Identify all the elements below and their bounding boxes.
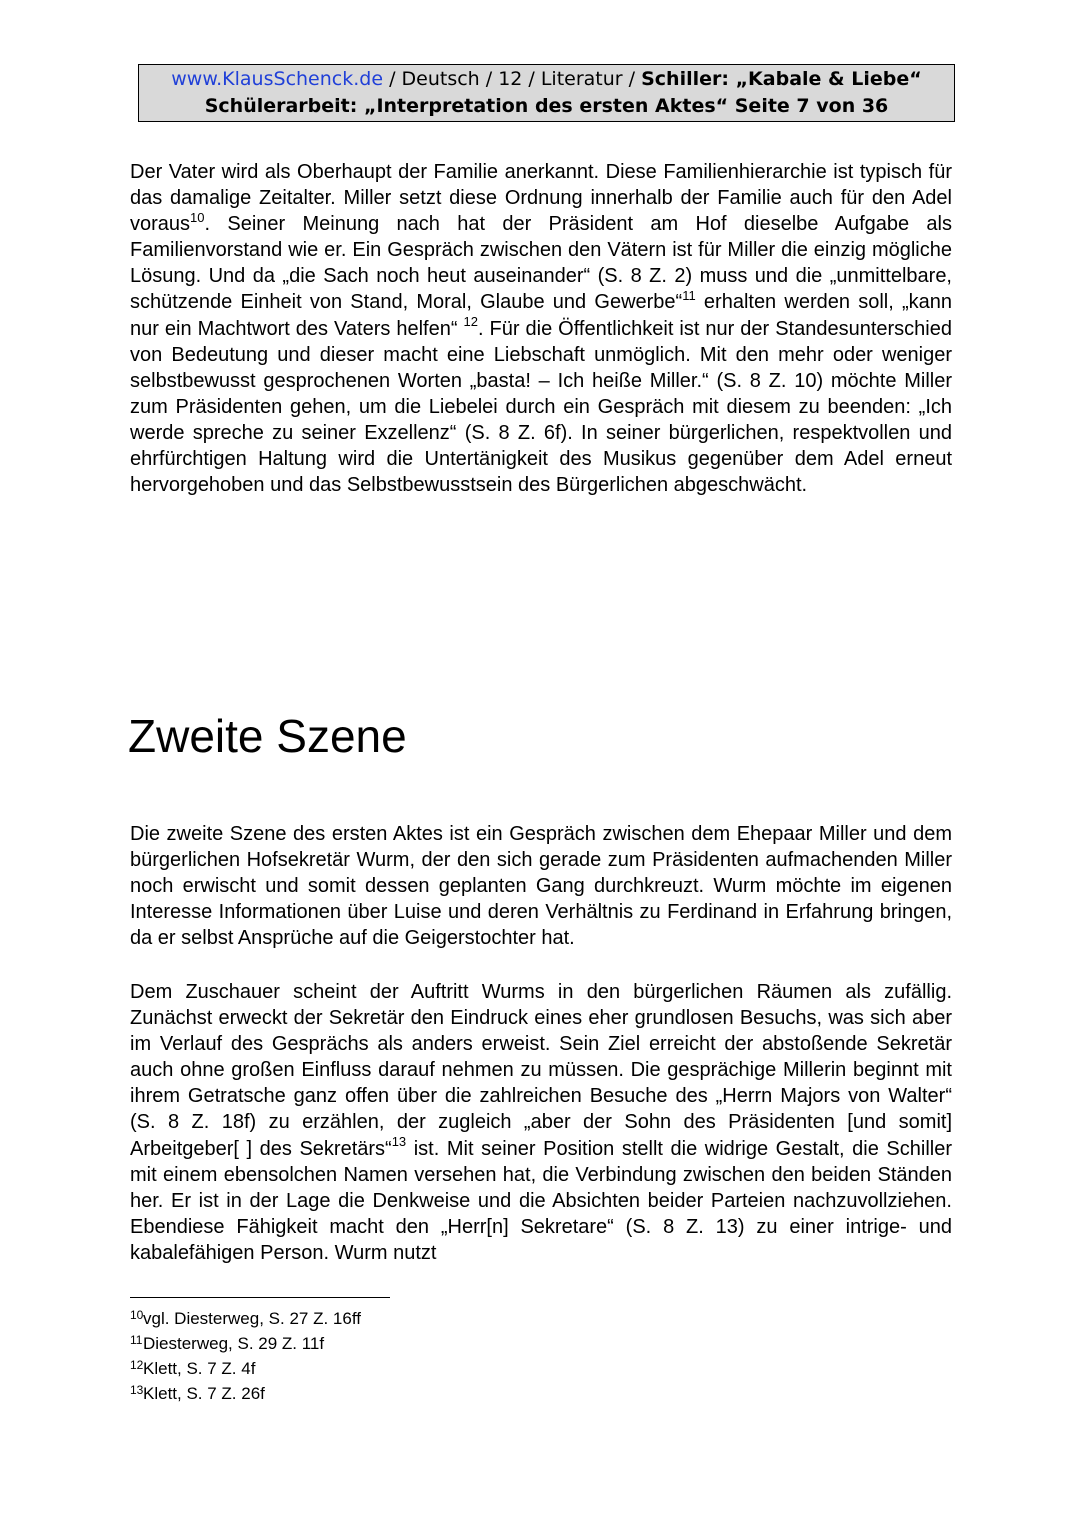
paragraph-3 <box>130 979 952 1266</box>
footnote-text: Klett, S. 7 Z. 26f <box>143 1384 265 1403</box>
paragraph-3-part-1: Dem Zuschauer scheint der Auftritt Wurms in den bürgerlichen Räumen als zufällig. Zunächst erweckt der Sekretär den Eindruck eines eher grundlosen Besuchs, was sich aber im Verlauf des Gesprächs als anders erweist. Sein Ziel erreicht der abstoßende Sekretär auch ohne großen Einfluss darauf nehmen zu müssen. Die gesprächige Millerin beginnt mit ihrem Getratsche ganz offen über die zahlreichen Besuche des „Herrn Majors von Walter“ (S. 8 Z. 18f) zu erzählen, der zugleich „aber der Sohn des Präsidenten [und somit] Arbeitgeber[ ] des Sekretärs“ <box>130 981 952 1160</box>
footnote-ref-11[interactable]: 11 <box>682 287 696 303</box>
paragraph-2: Die zweite Szene des ersten Aktes ist ein Gespräch zwischen dem Ehepaar Miller und dem bürgerlichen Hofsekretär Wurm, der den sich gerade zum Präsidenten aufmachenden Miller noch erwischt und somit dessen geplanten Gang durchkreuzt. Wurm möchte im eigenen Interesse Informationen über Luise und deren Verhältnis zu Ferdinand in Erfahrung bringen, da er selbst Ansprüche auf die Geigerstochter hat. <box>130 823 952 950</box>
document-header <box>138 64 955 122</box>
footnote-text: Diesterweg, S. 29 Z. 11f <box>143 1334 325 1353</box>
paragraph-1 <box>130 159 952 498</box>
footnote-separator <box>130 1297 390 1298</box>
footnote-text: Klett, S. 7 Z. 4f <box>143 1359 256 1378</box>
footnote-list <box>130 1309 390 1409</box>
footnote-text: vgl. Diesterweg, S. 27 Z. 16ff <box>143 1309 361 1328</box>
paragraph-3-part-2: ist. Mit seiner Position stellt die widrige Gestalt, die Schiller mit einem ebensolchen Namen versehen hat, die Verbindung zwischen den beiden Ständen her. Er ist in der Lage die Denkweise und die Absichten beider Parteien nachzuvollziehen. Ebendiese Fähigkeit macht den „Herr[n] Sekretare“ (S. 8 Z. 13) zu einer intrige- und kabalefähigen Person. Wurm nutzt <box>130 1137 952 1264</box>
site-link[interactable]: www.KlausSchenck.de <box>171 68 384 90</box>
paragraph-1-part-2: . Seiner Meinung nach hat der Präsident am Hof dieselbe Aufgabe als Familienvorstand wie er. Ein Gespräch zwischen den Vätern ist für Miller die einzig mögliche Lösung. Und da „die Sach noch heut auseinander“ (S. 8 Z. 2) muss und die „unmittelbare, schützende Einheit von Stand, Moral, Glaube und Gewerbe“ <box>130 213 952 314</box>
header-work-title: Schiller: „Kabale & Liebe“ <box>641 68 922 90</box>
section-heading: Zweite Szene <box>128 710 407 762</box>
header-path: / Deutsch / 12 / Literatur / <box>383 68 642 90</box>
footnote-12: 12 Klett, S. 7 Z. 4f <box>130 1358 256 1378</box>
header-line-1 <box>139 66 954 93</box>
footnote-ref-13[interactable]: 13 <box>391 1133 407 1149</box>
footnote-11: 11 Diesterweg, S. 29 Z. 11f <box>130 1333 325 1353</box>
paragraph-1-part-4: . Für die Öffentlichkeit ist nur der Standesunterschied von Bedeutung und dieser macht eine Liebschaft unmöglich. Mit den mehr oder weniger selbstbewusst gesprochenen Worten „basta! – Ich heiße Miller.“ (S. 8 Z. 10) möchte Miller zum Präsidenten gehen, um die Liebelei durch ein Gespräch mit diesem zu beenden: „Ich werde spreche zu seiner Exzellenz“ (S. 8 Z. 6f). In seiner bürgerlichen, respektvollen und ehrfürchtigen Haltung wird die Untertänigkeit des Musikus gegenüber dem Adel erneut hervorgehoben und das Selbstbewusstsein des Bürgerlichen abgeschwächt. <box>130 317 952 497</box>
paragraph-1-part-3: erhalten werden soll, „kann nur ein Machtwort des Vaters helfen“ <box>130 291 952 340</box>
header-line-2: Schülerarbeit: „Interpretation des ersten Aktes“ Seite 7 von 36 <box>204 95 889 117</box>
footnote-ref-10[interactable]: 10 <box>190 209 205 225</box>
footnote-13: 13 Klett, S. 7 Z. 26f <box>130 1383 265 1403</box>
paragraph-1-part-1: Der Vater wird als Oberhaupt der Familie anerkannt. Diese Familienhierarchie ist typisch für das damalige Zeitalter. Miller setzt diese Ordnung innerhalb der Familie auch für den Adel voraus <box>130 161 952 236</box>
footnote-ref-12[interactable]: 12 <box>463 313 478 329</box>
footnote-10: 10 vgl. Diesterweg, S. 27 Z. 16ff <box>130 1308 361 1328</box>
